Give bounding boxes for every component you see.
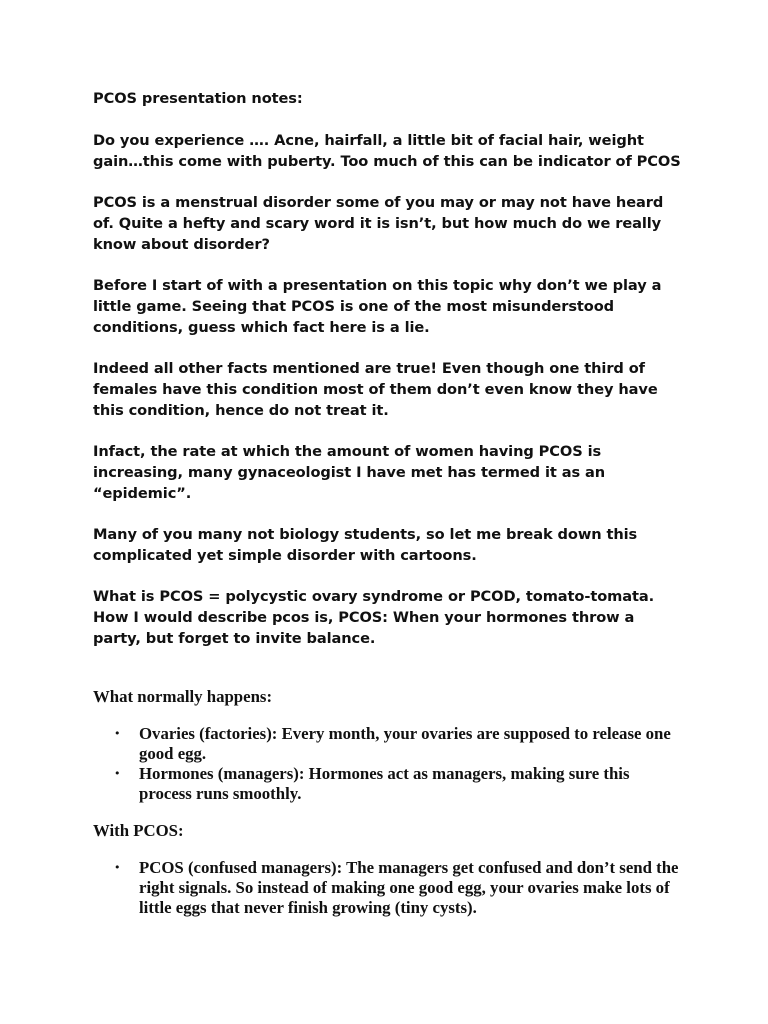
list-item xyxy=(114,858,685,918)
paragraph-cartoons: Many of you many not biology students, so let me break down this complicated yet simple disorder with cartoons. xyxy=(93,526,638,564)
list-item xyxy=(114,724,685,764)
document-body xyxy=(93,88,685,935)
document-title: PCOS presentation notes: xyxy=(93,90,303,107)
paragraph-game: Before I start of with a presentation on this topic why don’t we play a little game. Seeing that PCOS is one of the most misunderstood conditions, guess which fact here is a lie. xyxy=(93,277,662,336)
bullet-icon: • xyxy=(114,767,121,780)
pcos-heading: With PCOS: xyxy=(93,821,184,840)
list-item xyxy=(114,764,685,804)
normal-heading: What normally happens: xyxy=(93,687,273,706)
normal-list xyxy=(93,724,685,804)
list-item-text: PCOS (confused managers): The managers get confused and don’t send the right signals. So instead of making one good egg, your ovaries make lots of little eggs that never finish growing (tiny cysts). xyxy=(139,858,679,917)
bullet-icon: • xyxy=(114,861,121,874)
paragraph-facts: Indeed all other facts mentioned are true! Even though one third of females have this condition most of them don’t even know they have this condition, hence do not treat it. xyxy=(93,360,658,419)
list-item-text: Ovaries (factories): Every month, your ovaries are supposed to release one good egg. xyxy=(139,724,671,763)
bullet-icon: • xyxy=(114,727,121,740)
paragraph-what-is-pcos: What is PCOS = polycystic ovary syndrome or PCOD, tomato-tomata. How I would describe pcos is, PCOS: When your hormones throw a party, but forget to invite balance. xyxy=(93,588,655,647)
paragraph-intro: Do you experience …. Acne, hairfall, a little bit of facial hair, weight gain…this come with puberty. Too much of this can be indicator of PCOS xyxy=(93,132,681,170)
list-item-text: Hormones (managers): Hormones act as managers, making sure this process runs smoothly. xyxy=(139,764,630,803)
paragraph-definition: PCOS is a menstrual disorder some of you may or may not have heard of. Quite a hefty and scary word it is isn’t, but how much do we really know about disorder? xyxy=(93,194,664,253)
pcos-list xyxy=(93,858,685,918)
paragraph-epidemic: Infact, the rate at which the amount of women having PCOS is increasing, many gynaceologist I have met has termed it as an “epidemic”. xyxy=(93,443,606,502)
